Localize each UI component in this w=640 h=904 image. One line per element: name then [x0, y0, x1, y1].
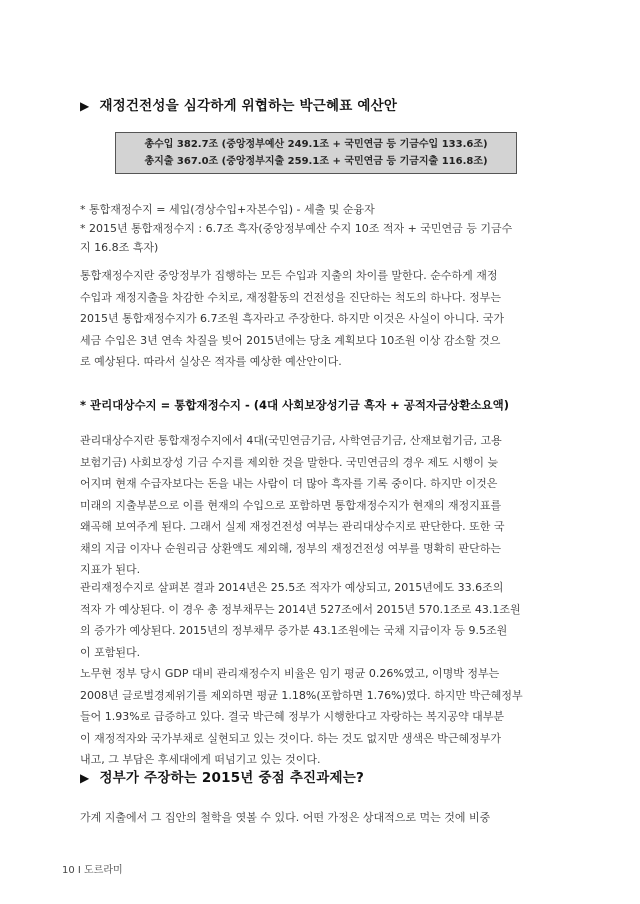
text-line: 이 재정적자와 국가부채로 실현되고 있는 것이다. 하는 것도 없지만 생색은 박근혜정부가	[80, 731, 501, 745]
note-definition: * 통합재정수지 = 세입(경상수입+자본수입) - 세출 및 순융자	[80, 203, 375, 216]
section-heading	[80, 94, 397, 114]
text-line: 세금 수입은 3년 연속 차질을 빚어 2015년에는 당초 계획보다 10조원 이상 감소할 것으	[80, 333, 501, 347]
text-line: 지표가 된다.	[80, 563, 141, 576]
text-line: 2008년 글로벌경제위기를 제외하면 평균 1.18%(포함하면 1.76%)였다. 하지만 박근혜정부	[80, 688, 523, 702]
page-footer: 10 I 도르라미	[62, 865, 123, 876]
text-line: 내고, 그 부담은 후세대에게 떠넘기고 있는 것이다.	[80, 753, 321, 766]
section-heading-text: 정부가 주장하는 2015년 중점 추진과제는?	[99, 770, 365, 786]
total-expenditure-line: 총지출 367.0조 (중앙정부지출 259.1조 + 국민연금 등 기금지출 116.8조)	[144, 156, 488, 167]
triangle-bullet-icon: ▶	[80, 771, 90, 785]
text-line: 로 예상된다. 따라서 실상은 적자를 예상한 예산안이다.	[80, 355, 342, 368]
text-line: 통합재정수지란 중앙정부가 집행하는 모든 수입과 지출의 차이를 말한다. 순수하게 재정	[80, 269, 498, 282]
managed-balance-definition	[80, 397, 509, 413]
text-line: 관리재정수지로 살펴본 결과 2014년은 25.5조 적자가 예상되고, 2015년에도 33.6조의	[80, 581, 504, 594]
section-heading-priorities	[80, 766, 364, 786]
paragraph-integrated-balance	[80, 265, 560, 373]
paragraph-deficit-analysis	[80, 577, 560, 771]
text-line: 채의 지급 이자나 순원리금 상환액도 제외해, 정부의 재정건전성 여부를 명확히 판단하는	[80, 541, 501, 555]
text-line: 의 증가가 예상된다. 2015년의 정부채무 증가분 43.1조원에는 국채 지급이자 등 9.5조원	[80, 624, 508, 637]
text-line: 왜곡해 보여주게 된다. 그래서 실제 재정건전성 여부는 관리대상수지로 판단한다. 또한 국	[80, 520, 505, 533]
text-line: 이 포함된다.	[80, 645, 141, 659]
text-line: 관리대상수지란 통합재정수지에서 4대(국민연금기금, 사학연금기금, 산재보험기금, 고용	[80, 434, 502, 447]
definition-formula: (4대 사회보장성기금 흑자 + 공적자금상환소요액)	[253, 398, 509, 412]
text-line: 어지며 현재 수급자보다는 돈을 내는 사람이 더 많아 흑자를 기록 중이다. 하지만 이것은	[80, 477, 498, 490]
definition-notes	[80, 200, 560, 257]
budget-summary-box	[115, 132, 517, 174]
text-line: 가계 지출에서 그 집안의 철학을 엿볼 수 있다. 어떤 가정은 상대적으로 먹는 것에 비중	[80, 811, 491, 824]
text-line: 노무현 정부 당시 GDP 대비 관리재정수지 비율은 임기 평균 0.26%였고, 이명박 정부는	[80, 667, 500, 680]
text-line: 적자 가 예상된다. 이 경우 총 정부채무는 2014년 527조에서 2015년 570.1조로 43.1조원	[80, 602, 521, 616]
note-2015-line1: * 2015년 통합재정수지 : 6.7조 흑자(중앙정부예산 수지 10조 적자 + 국민연금 등 기금수	[80, 222, 513, 235]
text-line: 2015년 통합재정수지가 6.7조원 흑자라고 주장한다. 하지만 이것은 사실이 아니다. 국가	[80, 312, 504, 325]
triangle-bullet-icon: ▶	[80, 99, 90, 113]
text-line: 들어 1.93%로 급증하고 있다. 결국 박근혜 정부가 시행한다고 자랑하는 복지공약 대부분	[80, 710, 505, 723]
definition-prefix: * 관리대상수지 = 통합재정수지 -	[80, 398, 254, 412]
paragraph-managed-balance	[80, 430, 560, 581]
total-revenue-line: 총수입 382.7조 (중앙정부예산 249.1조 + 국민연금 등 기금수입 133.6조)	[144, 139, 488, 150]
text-line: 수입과 재정지출을 차감한 수치로, 재정활동의 건전성을 진단하는 척도의 하나다. 정부는	[80, 290, 501, 304]
text-line: 미래의 지출부분으로 이를 현재의 수입으로 포함하면 통합재정수지가 현재의 재정지표를	[80, 498, 502, 512]
text-line: 보험기금) 사회보장성 기금 수지를 제외한 것을 말한다. 국민연금의 경우 제도 시행이 늦	[80, 455, 499, 469]
section-heading-text: 재정건전성을 심각하게 위협하는 박근혜표 예산안	[99, 98, 398, 114]
paragraph-household-spending	[80, 807, 560, 829]
note-2015-line2: 지 16.8조 흑자)	[80, 241, 159, 254]
